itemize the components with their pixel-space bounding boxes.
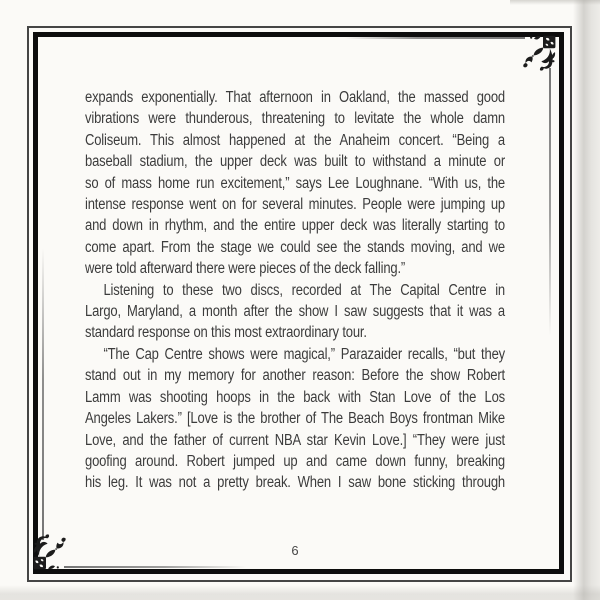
page-edge-shadow-top xyxy=(510,0,600,5)
inner-hairline-left xyxy=(42,248,44,540)
corner-flourish-top-right-icon xyxy=(516,35,556,75)
text-line: Coliseum. This almost happened at the Anaheim concert. “Being a xyxy=(85,131,505,149)
text-line: Angeles Lakers.” [Love is the brother of The Beach Boys frontman Mike xyxy=(85,410,505,428)
text-line: Listening to these two discs, recorded at The Capital Centre in xyxy=(103,281,506,299)
text-line: Lamm was shooting hoops in the back with Stan Love of the Los xyxy=(85,388,505,406)
text-block xyxy=(85,87,505,494)
page-edge-shadow-bottom xyxy=(0,585,600,600)
text-line: “The Cap Centre shows were magical,” Parazaider recalls, “but they xyxy=(103,345,506,363)
text-line: expands exponentially. That afternoon in Oakland, the massed good xyxy=(85,89,505,106)
corner-flourish-bottom-left-icon xyxy=(33,530,73,570)
text-line: vibrations were thunderous, threatening to levitate the whole damn xyxy=(85,110,505,128)
inner-hairline-right xyxy=(549,68,551,336)
text-line: his leg. It was not a pretty break. When I saw bone sticking through xyxy=(85,474,505,492)
text-line: standard response on this most extraordinary tour. xyxy=(85,324,367,342)
text-line: stand out in my memory for another reason: Before the show Robert xyxy=(85,367,505,385)
text-line: baseball stadium, the upper deck was built to withstand a minute or xyxy=(85,153,505,171)
text-line: and down in rhythm, and the entire upper deck was literally starting to xyxy=(85,217,505,235)
text-line: were told afterward there were pieces of the deck falling.” xyxy=(85,260,406,278)
text-line: Love, and the father of current NBA star Kevin Love.] “They were just xyxy=(85,431,505,449)
inner-hairline-top xyxy=(345,37,525,39)
inner-hairline-bottom xyxy=(64,566,246,568)
text-line: intense response went on for several minutes. People were jumping up xyxy=(85,196,505,214)
page-number: 6 xyxy=(291,543,299,558)
page-edge-shadow-right xyxy=(573,0,600,600)
text-line: goofing around. Robert jumped up and came down funny, breaking xyxy=(85,452,505,470)
text-line: so of mass home run excitement,” says Lee Loughnane. “With us, the xyxy=(85,174,505,192)
text-line: come apart. From the stage we could see the stands moving, and we xyxy=(85,238,505,256)
text-line: Largo, Maryland, a month after the show I saw suggests that it was a xyxy=(85,303,505,321)
